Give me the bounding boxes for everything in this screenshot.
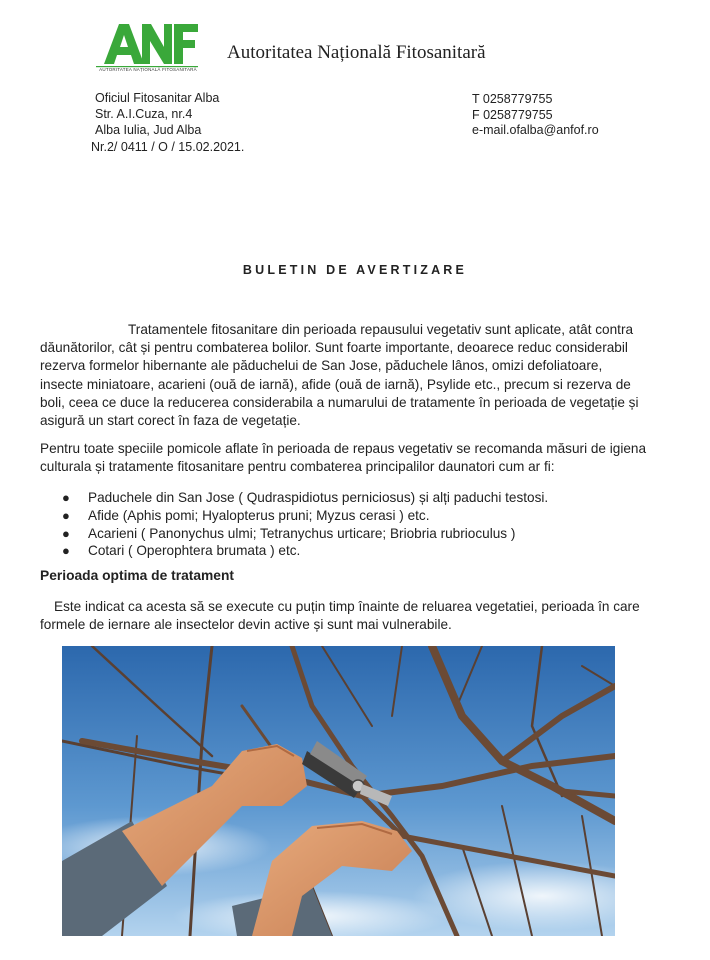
agency-name: Autoritatea Națională Fitosanitară bbox=[227, 42, 486, 63]
contact-info bbox=[472, 92, 599, 139]
recommendation-paragraph bbox=[40, 440, 676, 476]
paragraph-line: asigură un start corect în faza de vegetație. bbox=[40, 413, 301, 429]
bullet-icon: ● bbox=[62, 507, 70, 523]
registration-number: Nr.2/ 0411 / O / 15.02.2021. bbox=[91, 139, 245, 154]
paragraph-line: rezerva formelor hibernante ale păduchelui de San Jose, păduchele lânos, omizi defoliatoare, bbox=[40, 358, 603, 374]
pest-list bbox=[40, 489, 548, 560]
document-title: BULETIN DE AVERTIZARE bbox=[242, 263, 468, 277]
email-address: e-mail.ofalba@anfof.ro bbox=[472, 123, 599, 137]
paragraph-line: Tratamentele fitosanitare din perioada repausului vegetativ sunt aplicate, atât contra bbox=[128, 322, 634, 337]
paragraph-line: dăunătorilor, cât și pentru combaterea bolilor. Sunt foarte importante, deoarece reduc considerabil bbox=[40, 340, 628, 356]
list-item-text: Afide (Aphis pomi; Hyalopterus pruni; Myzus cerasi ) etc. bbox=[88, 507, 430, 523]
list-item bbox=[40, 507, 548, 525]
paragraph-line: culturala și tratamente fitosanitare pentru combaterea principalilor daunatori cum ar fi: bbox=[40, 459, 555, 475]
timing-paragraph bbox=[40, 598, 676, 634]
paragraph-line: boli, ceea ce duce la reducerea considerabila a numarului de tratamente în perioada de vegetație și bbox=[40, 394, 639, 410]
office-city: Alba Iulia, Jud Alba bbox=[95, 123, 202, 138]
bullet-icon: ● bbox=[62, 490, 70, 505]
paragraph-line: insecte miniatoare, acarieni (ouă de iarnă), afide (ouă de iarnă), Psylide etc., precum si rezerva de bbox=[40, 376, 631, 392]
section-heading: Perioada optima de tratament bbox=[40, 568, 234, 583]
intro-paragraph bbox=[40, 321, 676, 430]
bullet-icon: ● bbox=[62, 543, 70, 559]
fax-number: F 0258779755 bbox=[472, 107, 553, 122]
phone-number: T 0258779755 bbox=[472, 92, 553, 106]
office-address bbox=[91, 90, 245, 155]
office-street: Str. A.I.Cuza, nr.4 bbox=[95, 107, 193, 122]
list-item-text: Paduchele din San Jose ( Qudraspidiotus perniciosus) și alți paduchi testosi. bbox=[88, 490, 549, 505]
logo-caption: AUTORITATEA NAȚIONALĂ FITOSANITARĂ bbox=[99, 67, 197, 72]
pruning-photo bbox=[62, 646, 615, 936]
bullet-icon: ● bbox=[62, 525, 70, 541]
list-item-text: Acarieni ( Panonychus ulmi; Tetranychus urticare; Briobria rubrioculus ) bbox=[88, 525, 516, 541]
list-item bbox=[40, 489, 548, 507]
list-item bbox=[40, 525, 548, 543]
paragraph-line: Este indicat ca acesta să se execute cu puțin timp înainte de reluarea vegetatiei, perioada în care bbox=[54, 599, 640, 614]
paragraph-line: formele de iernare ale insectelor devin active și sunt mai vulnerabile. bbox=[40, 617, 452, 633]
paragraph-line: Pentru toate speciile pomicole aflate în perioada de repaus vegetativ se recomanda măsuri de igiena bbox=[40, 441, 647, 456]
list-item bbox=[40, 542, 548, 560]
office-name: Oficiul Fitosanitar Alba bbox=[95, 91, 220, 105]
list-item-text: Cotari ( Operophtera brumata ) etc. bbox=[88, 543, 301, 559]
